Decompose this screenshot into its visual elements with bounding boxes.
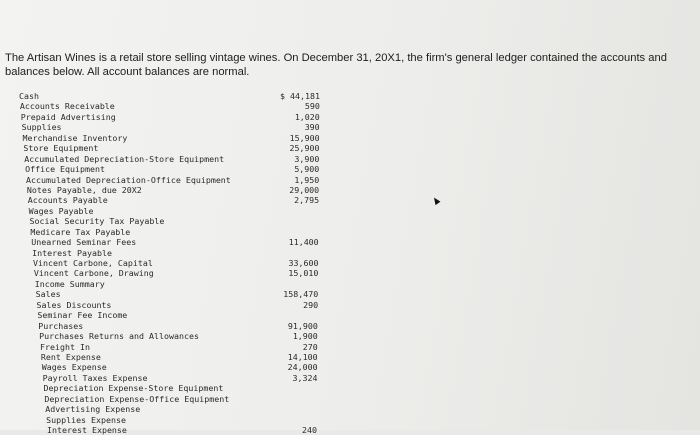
account-balance: 3,900 (294, 153, 320, 164)
account-name: Freight In (40, 341, 90, 352)
account-name: Seminar Fee Income (37, 310, 128, 321)
account-name: Purchases Returns and Allowances (39, 331, 199, 342)
account-row (0, 216, 340, 226)
account-row (0, 383, 340, 393)
account-row (0, 258, 340, 268)
account-balance: 1,020 (294, 111, 320, 122)
account-name: Accounts Receivable (19, 101, 115, 112)
account-name: Depreciation Expense-Store Equipment (43, 383, 224, 394)
account-row (0, 206, 340, 216)
account-name: Merchandise Inventory (22, 132, 128, 143)
account-name: Vincent Carbone, Drawing (33, 268, 154, 279)
account-row (0, 91, 340, 101)
account-row (0, 404, 340, 414)
account-name: Supplies Expense (46, 414, 127, 425)
account-name: Wages Expense (41, 362, 107, 373)
account-balance: 3,324 (292, 372, 318, 383)
account-name: Accumulated Depreciation-Office Equipment (26, 174, 231, 185)
account-row (0, 164, 340, 174)
account-balance: 29,000 (289, 184, 320, 195)
account-row (0, 122, 340, 132)
account-row (0, 394, 340, 404)
account-balance: 24,000 (287, 362, 318, 373)
account-row (0, 154, 340, 164)
account-balance: 390 (304, 122, 320, 133)
account-balance: 14,100 (287, 351, 318, 362)
account-balance: 270 (302, 341, 318, 352)
account-balance: 15,900 (289, 132, 320, 143)
account-name: Sales Discounts (36, 299, 112, 310)
account-row (0, 195, 340, 205)
account-name: Sales (35, 289, 61, 300)
account-balance: 91,900 (287, 320, 318, 331)
account-row (0, 289, 340, 299)
account-balance: $ 44,181 (280, 91, 320, 101)
account-row (0, 133, 340, 143)
account-name: Accounts Payable (27, 195, 108, 206)
problem-intro: The Artisan Wines is a retail store selling vintage wines. On December 31, 20X1, the firm's general ledger contained the accounts and balances below. All account balances are normal. (5, 52, 667, 79)
account-row (0, 143, 340, 153)
account-row (0, 300, 340, 310)
account-row (0, 248, 340, 258)
account-name: Prepaid Advertising (20, 111, 116, 122)
account-balance: 2,795 (294, 195, 320, 206)
account-name: Advertising Expense (45, 404, 141, 415)
account-name: Social Security Tax Payable (29, 216, 165, 227)
account-row (0, 268, 340, 278)
account-row (0, 321, 340, 331)
mouse-cursor-icon (432, 196, 441, 205)
account-balance: 1,900 (292, 331, 318, 342)
account-name: Unearned Seminar Fees (31, 237, 137, 248)
account-balance: 290 (303, 299, 319, 310)
account-name: Cash (19, 91, 39, 101)
account-row (0, 425, 340, 435)
account-row (0, 185, 340, 195)
account-name: Accumulated Depreciation-Store Equipment (24, 153, 225, 164)
account-name: Depreciation Expense-Office Equipment (44, 393, 230, 404)
account-name: Wages Payable (28, 205, 94, 216)
account-row (0, 237, 340, 247)
account-row (0, 352, 340, 362)
account-row (0, 310, 340, 320)
account-balance: 11,400 (288, 237, 319, 248)
account-name: Notes Payable, due 20X2 (26, 184, 142, 195)
account-name: Store Equipment (23, 143, 99, 154)
account-row (0, 362, 340, 372)
account-balance: 240 (302, 425, 317, 435)
account-name: Payroll Taxes Expense (42, 372, 148, 383)
account-name: Interest Payable (32, 247, 113, 258)
account-name: Rent Expense (40, 351, 101, 362)
account-row (0, 101, 340, 111)
account-balance: 158,470 (283, 289, 319, 300)
account-row (0, 227, 340, 237)
account-name: Income Summary (34, 278, 105, 289)
account-row (0, 415, 340, 425)
account-balance: 15,010 (288, 268, 319, 279)
account-row (0, 175, 340, 185)
account-row (0, 279, 340, 289)
account-name: Medicare Tax Payable (30, 226, 131, 237)
account-row (0, 112, 340, 122)
account-balance: 25,900 (289, 143, 320, 154)
account-balance: 33,600 (288, 258, 319, 268)
account-balances-list (0, 91, 340, 435)
account-name: Purchases (38, 320, 84, 331)
account-row (0, 331, 340, 341)
account-balance: 5,900 (294, 164, 320, 175)
account-name: Supplies (21, 122, 62, 133)
account-name: Office Equipment (25, 164, 106, 175)
account-name: Interest Expense (47, 425, 127, 435)
account-name: Vincent Carbone, Capital (33, 258, 153, 268)
account-row (0, 342, 340, 352)
account-balance: 1,950 (294, 174, 320, 185)
account-row (0, 373, 340, 383)
account-balance: 590 (304, 101, 320, 112)
